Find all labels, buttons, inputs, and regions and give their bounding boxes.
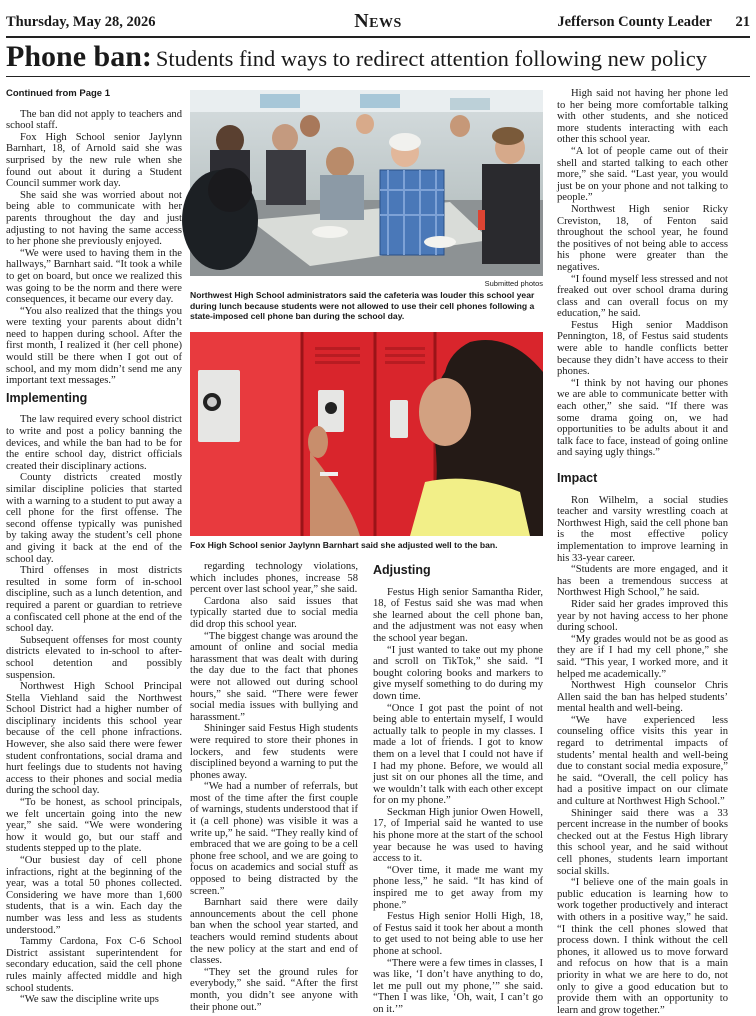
headline: [6, 40, 750, 74]
photo-lockers: [190, 332, 543, 536]
article-column-1: [6, 88, 182, 1006]
folio-bar: [6, 8, 750, 34]
subhead-implementing: Implementing: [6, 390, 88, 405]
article-paragraph: Cardona also said issues that typically started due to social media did drop this school year.: [190, 595, 358, 630]
photo-credit: Submitted photos: [484, 279, 543, 288]
article-paragraph: Tammy Cardona, Fox C-6 School District assistant superintendent for secondary education, said the cell phone rules mainly affected middle and high school students.: [6, 936, 182, 994]
article-paragraph: “The biggest change was around the amount of online and social media harassment that was dealt with during the day due to the fact that phones were not allowed out during school hours,” she said. “There were fewer social media issues with bullying and harassment.”: [190, 630, 358, 723]
article-paragraph: “I think by not having our phones we are able to communicate better with each other,” she said. “If there was some drama going on, we had opportunities to be adults about it and talk face to face, instead of going online and saying ugly things.”: [557, 377, 728, 459]
article-paragraph: “I just wanted to take out my phone and scroll on TikTok,” she said. “I bought coloring books and markers to give myself something to do during my down time.: [373, 644, 543, 702]
article-paragraph: “We have experienced less counseling office visits this year in regard to detrimental impacts of students’ mental health and well-being due to constant social media exposure,” he said. “Overall, the cell policy has had a positive impact on our climate and culture at Northwest High School.”: [557, 714, 728, 808]
header-rule: [6, 36, 750, 38]
column-4-paragraphs: [557, 88, 728, 459]
article-paragraph: “I found myself less stressed and not freaked out over school drama during class and can overall focus on my education,” he said.: [557, 273, 728, 320]
article-paragraph: “Over time, it made me want my phone less,” he said. “It has kind of inspired me to get away from my phone.”: [373, 864, 543, 911]
article-paragraph: Subsequent offenses for most county districts elevated to in-school to after-school detention and possibly suspension.: [6, 634, 182, 681]
article-paragraph: High said not having her phone led to her being more comfortable talking with other students, and she noticed more students interacting with each other this school year.: [557, 88, 728, 146]
headline-rule: [6, 76, 750, 77]
article-paragraph: “Once I got past the point of not being able to entertain myself, I would actually talk to people in my classes. I made a lot of friends. I got to know them on a level that I could not have if I had my phone. Before, we would all just sit on our phones all the time, and we wouldn’t talk with each other except for on my phone.”: [373, 702, 543, 807]
subhead-impact: Impact: [557, 471, 598, 485]
article-paragraph: “Our busiest day of cell phone infractions, right at the beginning of the year, was a total 50 phones collected. Considering we have more than 1,600 students, that is a win. Each day the number was less and less as students understood.”: [6, 855, 182, 936]
article-paragraph: Shininger said there was a 33 percent increase in the number of books checked out at the Festus High library this school year, and he said without cell phones, students learn important social skills.: [557, 807, 728, 877]
article-column-2: [190, 561, 358, 1013]
photo-cafeteria: [190, 90, 543, 276]
article-paragraph: “A lot of people came out of their shell and started talking to each other more,” she said. “Last year, you would just be on your phone and not talking to people.”: [557, 145, 728, 204]
article-paragraph: Festus High senior Samantha Rider, 18, of Festus said she was mad when she learned about the cell phone ban, and the adjustment was not easy when the school year began.: [373, 586, 543, 644]
article-paragraph: The law required every school district to write and post a policy banning the devices, and while the ban had to be for the entire school day, district officials created their disciplinary actions.: [6, 414, 182, 472]
article-paragraph: “I believe one of the main goals in public education is learning how to work together productively and interact with others in a positive way,” he said. “I think the cell phones slowed that process down. I think without the cell phones, it allowed us to move forward and refocus on how that is a main priority in what we are here to do, not only to give a good education but to provide them with an opportunity to learn and grow together.”: [557, 877, 728, 1016]
page-number: 21: [735, 14, 750, 30]
headline-deck: Students find ways to redirect attention following new policy: [155, 46, 708, 71]
article-paragraph: Northwest High School Principal Stella Viehland said the Northwest School District had a higher number of disciplinary incidents this school year because of the cell phone infractions. However, she also said there were fewer student confrontations, social drama and hurt feelings due to students not having access to their phones and social media during the school day.: [6, 681, 182, 797]
column-2-paragraphs: [190, 561, 358, 1013]
article-column-3: [373, 559, 543, 1016]
article-paragraph: Shininger said Festus High students were required to store their phones in lockers, and few students were disciplined beyond a warning to put the phones away.: [190, 723, 358, 781]
article-paragraph: “We were used to having them in the hallways,” Barnhart said. “It took a while to get on board, but once we realized this was going to be the norm and there were consequences, it became our every day.: [6, 247, 182, 306]
article-paragraph: “They set the ground rules for everybody,” she said. “After the first month, you didn’t see anyone with their phone out.”: [190, 966, 358, 1013]
lockers-image: [190, 332, 543, 536]
article-paragraph: “You also realized that the things you were texting your parents about didn’t need to happen during school. After the first month, I realized it (her cell phone) would still be there when I got out of school, and my mom didn’t send me any important text messages.”: [6, 305, 182, 387]
continued-from: Continued from Page 1: [6, 88, 110, 99]
article-paragraph: Northwest High senior Ricky Creviston, 18, of Fenton said throughout the school year, he found the positives of not being able to access his phone were greater than the negatives.: [557, 203, 728, 273]
section-name: News: [354, 10, 402, 32]
issue-date: Thursday, May 28, 2026: [6, 14, 156, 30]
article-paragraph: The ban did not apply to teachers and school staff.: [6, 108, 182, 132]
column-3-paragraphs: [373, 587, 543, 1016]
article-paragraph: Barnhart said there were daily announcements about the cell phone ban when the school year started, and teachers would remind students about the new policy at the start and end of classes.: [190, 897, 358, 967]
article-paragraph: County districts created mostly similar discipline policies that started with a warning to a student to put away a cell phone for the first offense. The second offense typically was punished by taking away the student’s cell phone and giving it back at the end of the school day.: [6, 472, 182, 565]
article-paragraph: Northwest High counselor Chris Allen said the ban has helped students’ mental health and well-being.: [557, 680, 728, 715]
column-1b-paragraphs: [6, 414, 182, 1005]
newspaper-name: Jefferson County Leader: [557, 14, 712, 30]
article-paragraph: “We saw the discipline write ups: [20, 994, 159, 1006]
column-1-paragraphs: [6, 109, 182, 387]
photo-caption-cafeteria: Northwest High School administrators said the cafeteria was louder this school year during lunch because students were not allowed to use their cell phones following a state-imposed cell phone ban during the school day.: [190, 290, 535, 322]
article-paragraph: “To be honest, as school principals, we felt uncertain going into the new year,” she said. “We were wondering how it would go, but our staff and students stepped up to the plate.: [6, 797, 182, 855]
article-paragraph: “There were a few times in classes, I was like, ‘I don’t have anything to do, let me pull out my phone,’” she said. “Then I was like, ‘Oh, wait, I can’t go on it.’”: [373, 957, 543, 1015]
article-paragraph: “My grades would not be as good as they are if I had my cell phone,” she said. “This year, I worked more, and it helped me academically.”: [557, 633, 728, 680]
article-paragraph: “We had a number of referrals, but most of the time after the first couple of warnings, students understood that if it (a cell phone) was visible it was a write up,” he said. “They really kind of embraced that we are going to be a cell phone free school, and we are going to focus on academics and social stuff as opposed to being distracted by the screen.”: [190, 781, 358, 897]
article-paragraph: Festus High senior Maddison Pennington, 18, of Festus said students were able to handle conflicts better because they didn’t have access to their phones.: [557, 319, 728, 378]
article-paragraph: “Students are more engaged, and it has been a tremendous success at Northwest High School,” he said.: [557, 564, 728, 599]
cafeteria-image: [190, 90, 543, 276]
article-paragraph: Rider said her grades improved this year by not having access to her phone during school.: [557, 598, 728, 634]
subhead-adjusting: Adjusting: [373, 563, 431, 577]
headline-kicker: Phone ban:: [6, 40, 152, 73]
article-paragraph: Fox High School senior Jaylynn Barnhart, 18, of Arnold said she was surprised by the new rule when she found out about it during a Student Council summer work day.: [6, 131, 182, 190]
column-4b-paragraphs: [557, 495, 728, 1016]
article-paragraph: Third offenses in most districts resulted in some form of in-school discipline, such as a lunch detention, and required a parent or guardian to retrieve a confiscated cell phone at the end of the school day.: [6, 565, 182, 635]
photo-caption-lockers: Fox High School senior Jaylynn Barnhart said she adjusted well to the ban.: [190, 540, 498, 550]
article-paragraph: She said she was worried about not being able to communicate with her parents throughout the day and just adjusting to not having the same access to her phone she previously enjoyed.: [6, 189, 182, 248]
article-paragraph: regarding technology violations, which includes phones, increase 58 percent over last school year,” she said.: [190, 561, 358, 596]
article-column-4: [557, 88, 728, 1016]
article-paragraph: Ron Wilhelm, a social studies teacher and varsity wrestling coach at Northwest High, said the cell phone ban is the most effective policy implementation to improve learning in his 33-year career.: [557, 494, 728, 564]
article-paragraph: Seckman High junior Owen Howell, 17, of Imperial said he wanted to use his phone more at the start of the school year because he was used to having access to it.: [373, 806, 543, 865]
article-paragraph: Festus High senior Holli High, 18, of Festus said it took her about a month to get used to not being able to use her phone at school.: [373, 911, 543, 957]
